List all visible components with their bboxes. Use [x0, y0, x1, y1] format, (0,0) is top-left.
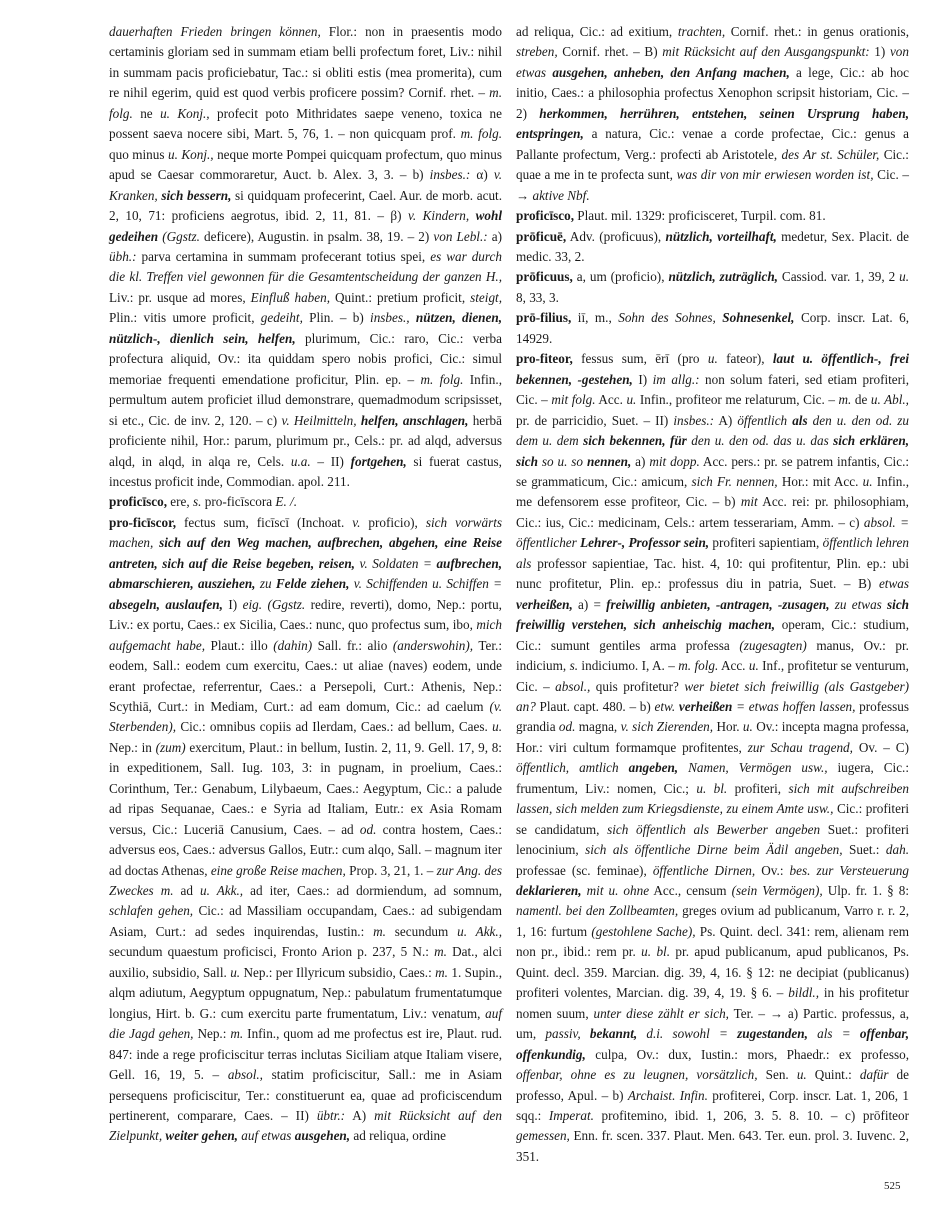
entry-text: operam, Cic.: studium, Cic.: sumunt gentiles arma professa — [516, 617, 909, 653]
entry-text: profiteri, — [727, 780, 789, 796]
entry-text: professae (sc. feminae), — [516, 862, 653, 878]
entry-text: professor sapientiae, Tac. hist. 4, 10: qui profitentur, Plin. ep.: ubi nunc profitetur, Plin. ep.: professus diu in patria, Suet. – B) — [516, 555, 909, 592]
entry-bold-text: prō-filius, — [516, 310, 572, 326]
entry-italic-text: es war durch die kl. Treffen viel gewonnen für die Gesamtentscheidung der ganzen H., — [109, 248, 502, 285]
entry-italic-text: auf etwas — [241, 1128, 292, 1144]
entry-italic-text: bes. zur Versteuerung — [789, 862, 909, 878]
entry-text: statim proficiscitur, Sall.: me in Asiam persequens proficiscitur, Ter.: constituerunt ea, quae ad proficiscendum pertinerent, comparare, Caes. – II) — [109, 1067, 502, 1124]
dictionary-entry — [516, 206, 909, 226]
entry-text: Cic.: omnibus copiis ad Ilerdam, Caes.: ad bellum, Caes. — [176, 719, 493, 735]
entry-italic-text: übtr.: — [316, 1108, 346, 1124]
entry-text: Acc., censum — [649, 883, 732, 899]
entry-italic-text: den u. den od. zu dem u. dem — [516, 412, 910, 449]
entry-text — [619, 760, 629, 775]
dictionary-entry — [109, 492, 502, 512]
entry-text: in his profitetur nomen suum, — [516, 985, 909, 1021]
entry-italic-text: mit Rücksicht auf den Zielpunkt, — [109, 1108, 502, 1144]
entry-text: Plin.: vitis umore proficit, — [109, 310, 261, 326]
entry-italic-text: sich als öffentliche Dirne beim Ädil angeben, — [585, 842, 843, 858]
entry-italic-text: den u. den od. das u. das — [691, 433, 829, 449]
entry-text: Cic.: ad Massiliam occupandam, Caes.: ad subigendam Asiam, Curt.: ad sedes inquirendas, Iustin.: — [109, 903, 502, 939]
entry-bold-text: weiter gehen, — [165, 1128, 238, 1144]
dictionary-entry — [109, 22, 502, 492]
entry-italic-text: gedeiht, — [260, 310, 303, 326]
entry-italic-text: Sohn des Sohnes, — [618, 310, 716, 326]
entry-text: A) — [714, 412, 738, 428]
entry-italic-text: von etwas — [516, 44, 909, 80]
entry-italic-text: dauerhaften Frieden bringen können, — [109, 24, 321, 39]
entry-bold-text: proficīsco, — [109, 494, 167, 510]
entry-text: Cic. – → — [516, 167, 909, 203]
entry-italic-text: offenbar, ohne es zu leugnen, vorsätzlich, — [516, 1067, 758, 1083]
entry-text: a) — [487, 228, 502, 244]
entry-bold-text: sich bekennen, für — [583, 433, 687, 449]
entry-italic-text: was dir von mir erwiesen worden ist, — [676, 167, 874, 183]
entry-text: Corp. inscr. Lat. 6, 14929. — [516, 310, 909, 346]
dictionary-entry — [516, 267, 909, 308]
entry-italic-text: öffentlich lehren als — [516, 535, 909, 571]
dictionary-entry — [516, 227, 909, 268]
entry-italic-text: v. Heilmitteln, — [281, 412, 357, 428]
entry-bold-text: prōficuus, — [516, 269, 573, 285]
entry-italic-text: von Lebl.: — [433, 228, 488, 244]
entry-italic-text: (gestohlene Sache), — [591, 923, 696, 939]
entry-bold-text: pro-fiteor, — [516, 351, 573, 367]
entry-text: pr. apud publicanum, apud publicanos, Ps. Quint. decl. 359. Marcian. dig. 39, 4, 16. § 12: ne decipiat (publicanus) profiteri volentes, Marcian. dig. 39, 4, 19. § 6. – — [516, 944, 910, 1001]
entry-text: quo minus — [109, 146, 168, 162]
entry-italic-text: etw. — [654, 698, 676, 714]
entry-italic-text: Imperat. — [548, 1108, 594, 1124]
entry-text: secundum quaestum proficisci, Fronto Arion p. 237, 5 N.: — [109, 944, 435, 960]
entry-bold-text: nützlich, vorteilhaft, — [665, 228, 777, 244]
entry-italic-text: sich Fr. nennen, — [691, 473, 778, 489]
entry-italic-text: als = — [817, 1026, 851, 1042]
entry-italic-text: mich aufgemacht habe, — [109, 617, 502, 653]
entry-text: magna, — [575, 719, 621, 735]
entry-bold-text: bekannt, — [589, 1026, 638, 1042]
entry-italic-text: etwas — [878, 576, 909, 592]
entry-text: herbā proficiente nihil, Hor.: parum, plurimum pr., Cels.: pr. ad alqd, adversus alqd, in alqd, in alqa re, Cels. — [109, 412, 502, 469]
entry-text: 1. Supin., alqm adiutum, Aegyptum oppugnatum, Nep.: pabulatum frumentatumque longius, Hirt. b. G.: cum exercitu parte frumentatum, Liv.: venatum, — [109, 964, 503, 1021]
entry-italic-text: Einfluß haben, — [250, 289, 331, 305]
entry-text — [851, 1026, 860, 1041]
entry-italic-text: öffentliche Dirnen, — [652, 862, 756, 878]
entry-text: pr. de parricidio, Suet. – II) — [516, 412, 674, 428]
entry-bold-text: verheißen — [678, 698, 733, 714]
entry-text: culpa, Ov.: dux, Iustin.: mors, Phaedr.: ex professo, — [585, 1046, 909, 1062]
entry-italic-text: (v. Sterbenden), — [109, 698, 502, 735]
entry-italic-text: zur Schau tragend, — [747, 739, 853, 755]
entry-text: professus grandia — [516, 698, 909, 735]
entry-italic-text: öffentlich — [737, 412, 788, 428]
entry-italic-text: steigt, — [470, 289, 502, 305]
entry-italic-text: dah. — [885, 842, 909, 858]
entry-bold-text: helfen, anschlagen, — [360, 412, 469, 428]
entry-italic-text: od. — [359, 821, 377, 837]
entry-bold-text: laut u. öffentlich-, frei bekennen, -gestehen, — [516, 351, 909, 387]
entry-italic-text: aktive Nbf. — [532, 187, 590, 203]
entry-text: Acc. — [595, 392, 627, 408]
entry-text: parva certamina in summam profecerant totius spei, — [136, 248, 431, 264]
entry-text: profiterei, Corp. inscr. Lat. 1, 206, 1 sqq.: — [516, 1087, 909, 1124]
entry-italic-text: auf die Jagd gehen, — [109, 1005, 502, 1042]
entry-bold-text: nennen, — [586, 453, 632, 469]
entry-italic-text: u. Konj., — [167, 146, 214, 162]
entry-text: Cic.: profiteri se candidatum, — [516, 801, 909, 837]
entry-text: Adv. (proficuus), — [566, 228, 666, 244]
entry-italic-text: mit folg. — [551, 392, 596, 408]
right-column — [516, 22, 909, 1167]
entry-bold-text: Sohnesenkel, — [722, 310, 795, 326]
entry-text: si fuerat castus, incestus proficit inde, Commodian. apol. 211. — [109, 453, 502, 489]
entry-text: de — [851, 392, 871, 408]
entry-italic-text: v. Schiffenden u. Schiffen = — [353, 576, 503, 592]
entry-italic-text: absol., — [555, 678, 591, 694]
entry-text: iugera, Cic.: frumentum, Liv.: nomen, Cic.; — [516, 760, 910, 796]
entry-text: proficio), — [360, 514, 426, 530]
entry-text: Ps. Quint. decl. 341: rem, alienam rem non pr., ibid.: rem pr. — [516, 923, 909, 960]
entry-text: a, um (proficio), — [572, 269, 669, 285]
entry-text: Ulp. fr. 1. § 8: — [822, 883, 909, 899]
entry-italic-text: (zum) — [155, 739, 186, 755]
entry-text: Acc. rei: pr. philosophiam, Cic.: ius, Cic.: medicinam, Cels.: artem tesserariam, Amm. – c) — [516, 494, 909, 530]
entry-italic-text: mit Rücksicht auf den Ausgangspunkt: — [662, 44, 870, 60]
entry-text — [728, 1026, 737, 1041]
entry-text: neque morte Pompei quicquam profectum, quo minus apud se Caesar commoraretur, Auct. b. Alex. 3, 3. – b) — [109, 146, 502, 183]
entry-text: ne — [132, 105, 161, 121]
entry-bold-text: sich auf den Weg machen, aufbrechen, abgehen, eine Reise antreten, sich auf die Reise begeben, reisen, — [109, 535, 503, 571]
entry-bold-text: Felde ziehen, — [275, 576, 350, 592]
entry-italic-text: u. — [626, 392, 637, 408]
entry-text: fectus sum, ficīscī (Inchoat. — [176, 514, 353, 530]
entry-text: plurimum, Cic.: raro, Cic.: verba profectura aliquid, Ov.: ita quiddam spero nobis profici, Cic.: simul memoriae frequenti emendatione proficitur, Plin. ep. – — [109, 330, 502, 387]
entry-italic-text: des Ar st. Schüler, — [781, 146, 880, 162]
entry-italic-text: mit — [740, 494, 758, 510]
entry-text: Plaut.: illo — [205, 637, 274, 653]
entry-italic-text: u. bl. — [641, 944, 671, 960]
entry-text: si quidquam profecerint, Cael. Aur. de morb. acut. 2, 10, 71: proficiens aegrotus, ibid. 2, 11, 81. – β) — [109, 187, 503, 224]
dictionary-entry — [516, 22, 909, 206]
entry-bold-text: wohl gedeihen — [109, 208, 502, 244]
entry-italic-text: m. — [838, 392, 852, 408]
entry-text: Quint.: — [806, 1067, 860, 1083]
entry-text: manus, Ov.: pr. indicium, — [516, 637, 909, 674]
entry-text: profiteri sapientiam, — [709, 535, 823, 551]
entry-bold-text: verheißen, — [516, 596, 573, 612]
entry-text: Suet.: — [842, 842, 886, 858]
entry-bold-text: freiwillig anbieten, -antragen, -zusagen, — [606, 596, 830, 612]
entry-bold-text: offenbar, offenkundig, — [516, 1026, 910, 1062]
entry-italic-text: zu — [259, 576, 272, 592]
entry-text: α) — [470, 167, 494, 183]
entry-italic-text: u. Akk., — [200, 883, 244, 899]
entry-italic-text: übh.: — [109, 248, 137, 264]
entry-text: Inf., profitetur se venturum, Cic. – — [516, 658, 909, 694]
entry-text: Ov. – C) — [852, 739, 909, 755]
entry-italic-text: m. folg. — [420, 371, 464, 387]
entry-italic-text: v. Kindern, — [407, 208, 470, 224]
entry-italic-text: absol. = öffentlicher — [516, 514, 909, 551]
entry-text: Nep.: — [193, 1026, 231, 1042]
entry-bold-text: sich erklären, sich — [516, 433, 910, 469]
entry-italic-text: absol., — [227, 1067, 263, 1083]
entry-italic-text: Archaist. Infin. — [627, 1087, 708, 1103]
entry-text: Plaut. mil. 1329: proficisceret, Turpil. com. 81. — [574, 208, 826, 224]
entry-text: fateor), — [717, 351, 773, 367]
entry-text: redire, reverti), domo, Nep.: portu, Liv.: ex portu, Caes.: ex Sicilia, Caes.: nunc, quo profectus sum, ibo, — [109, 596, 502, 633]
entry-text: Infin., me defensorem esse profiteor, Cic. – b) — [516, 473, 909, 510]
entry-text: contra hostem, Caes.: adversus eos, Caes.: adversus Gallos, Eutr.: cum alqo, Sall. – magnum iter ad doctas Athenas, — [109, 821, 502, 878]
entry-text: a lege, Cic.: ab hoc initio, Caes.: a philosophia profectus Xenophon scripsit historiam, Cic. – 2) — [516, 64, 909, 121]
entry-text: Sen. — [757, 1067, 797, 1083]
entry-italic-text: öffentlich, amtlich — [516, 760, 619, 776]
entry-text: Quint.: pretium proficit, — [330, 289, 471, 305]
entry-text: Ov.: — [755, 862, 790, 878]
entry-bold-text: ausgehen, anheben, den Anfang machen, — [552, 64, 790, 80]
entry-italic-text: sich öffentlich als Bewerber angeben — [607, 821, 821, 837]
entry-italic-text: od. — [558, 719, 576, 735]
entry-bold-text: angeben, — [628, 760, 679, 776]
entry-italic-text: schlafen gehen, — [109, 903, 194, 919]
entry-italic-text: u. bl. — [696, 780, 728, 796]
entry-italic-text: m. — [434, 944, 447, 960]
entry-italic-text: u. Abl., — [870, 392, 909, 408]
entry-italic-text: sich mit aufschreiben lassen, sich melden zum Kriegsdienste, zu einem Amte usw., — [516, 780, 909, 817]
entry-italic-text: bildl., — [788, 985, 819, 1001]
entry-text: a) = — [572, 596, 607, 612]
entry-italic-text: eig. (Ggstz. — [242, 596, 306, 612]
entry-bold-text: nützen, dienen, nützlich-, dienlich sein, helfen, — [109, 310, 502, 346]
entry-text: exercitum, Plaut.: in bellum, Iustin. 2, 11, 9. Gell. 17, 9, 8: in expeditionem, Sall. Iug. 103, 3: in pugnam, in proelium, Caes.: Corinthum, Ter.: Genabum, Lilybaeum, Caes.: Aegyptum, Cic.: a palude ad ripas Sequanae, Caes.: e Syria ad Italiam, Eutr.: ex Asia Romam versus, Cic.: Luceriā Canusium, Caes. – ad — [109, 739, 502, 837]
entry-text: de professo, Apul. – b) — [516, 1067, 910, 1103]
entry-italic-text: u. — [230, 964, 241, 980]
entry-text: greges ovium ad publicanum, Varro r. r. 2, 1, 16: furtum — [516, 903, 909, 939]
entry-text: ad reliqua, ordine — [350, 1128, 447, 1144]
entry-text: Suet.: profiteri lenocinium, — [516, 821, 909, 858]
entry-text: I) — [222, 596, 243, 612]
entry-italic-text: eine große Reise machen, — [210, 862, 346, 878]
entry-italic-text: u. — [707, 351, 718, 367]
entry-text: quis profitetur? — [590, 678, 685, 694]
dictionary-entry — [516, 349, 909, 1167]
entry-italic-text: u. — [862, 473, 873, 489]
entry-italic-text: s. — [569, 658, 579, 674]
entry-text: Hor. — [713, 719, 743, 735]
entry-italic-text: im allg.: — [652, 371, 700, 387]
entry-text: Nep.: in — [109, 739, 156, 755]
entry-text: 1) — [869, 44, 890, 60]
entry-text: Dat., alci auxilio, subsidio, Sall. — [109, 944, 502, 980]
entry-text: deficere), Augustin. in psalm. 38, 19. – 2) — [199, 228, 434, 244]
entry-text: ad — [173, 883, 201, 899]
left-column — [109, 22, 502, 1147]
entry-text: Plaut. capt. 480. – b) — [535, 698, 655, 714]
entry-text: Enn. fr. scen. 337. Plaut. Men. 643. Ter. eun. prol. 3. Iuvenc. 2, 351. — [516, 1128, 909, 1164]
entry-text: Acc. pers.: pr. se patrem infantis, Cic.: se grammaticum, Cic.: amicum, — [516, 453, 910, 489]
entry-bold-text: als — [792, 412, 808, 428]
entry-text: Plin. – b) — [302, 310, 371, 326]
entry-text — [637, 1026, 646, 1041]
entry-bold-text: pro-ficīscor, — [109, 514, 177, 530]
entry-italic-text: m. — [373, 923, 386, 939]
entry-italic-text: unter diese zählt er sich, — [593, 1005, 729, 1021]
entry-italic-text: (zugesagten) — [739, 637, 807, 653]
entry-italic-text: E. /. — [275, 494, 298, 510]
entry-text: Cornif. rhet.: in genus orationis, — [725, 24, 909, 39]
entry-italic-text: zu etwas — [834, 596, 882, 612]
entry-italic-text: u. — [899, 269, 910, 285]
entry-italic-text: m. folg. — [678, 658, 719, 674]
entry-italic-text: v. sich Zierenden, — [620, 719, 714, 735]
entry-bold-text: ausgehen, — [294, 1128, 351, 1144]
entry-italic-text: passiv, — [545, 1026, 581, 1042]
entry-text: medetur, Sex. Placit. de medic. 33, 2. — [516, 228, 909, 264]
entry-italic-text: zur Ang. des Zweckes m. — [109, 862, 503, 899]
entry-italic-text: mit u. ohne — [586, 883, 650, 899]
entry-text: Acc. — [718, 658, 749, 674]
entry-text — [808, 1026, 817, 1041]
entry-text: profitemino, ibid. 1, 206, 3. 5. 8. 10. – c) prōfiteor — [593, 1108, 909, 1124]
entry-text: Infin., permultum autem proficiet illud demonstrare, quemadmodum scripsisset, si etc., Cic. de inv. 2, 120. – c) — [109, 371, 502, 428]
entry-bold-text: sich bessern, — [161, 187, 232, 203]
entry-bold-text: deklarieren, — [516, 883, 582, 899]
entry-text: Sall. fr.: alio — [312, 637, 393, 653]
entry-italic-text: insbes., — [370, 310, 410, 326]
entry-italic-text: m. — [230, 1026, 244, 1042]
entry-bold-text: herkommen, herrühren, entstehen, seinen Ursprung haben, entspringen, — [516, 105, 909, 142]
entry-italic-text: = etwas hoffen lassen, — [736, 698, 856, 714]
entry-italic-text: d.i. sowohl = — [646, 1026, 728, 1042]
entry-text: Nep.: per Illyricum subsidio, Caes.: — [240, 964, 436, 980]
entry-text: Ov.: incepta magna professa, Hor.: viri cultum formamque profitentes, — [516, 719, 910, 755]
entry-text: Infin., profiteor me relaturum, Cic. – — [636, 392, 839, 408]
entry-text: secundum — [385, 923, 458, 939]
page-number: 525 — [884, 1180, 901, 1192]
entry-italic-text: dafür — [859, 1067, 889, 1083]
entry-bold-text: absegeln, auslaufen, — [109, 596, 223, 612]
entry-bold-text: prōficuē, — [516, 228, 567, 244]
entry-text: indiciumo. I, A. – — [578, 658, 679, 674]
entry-italic-text: m. folg. — [460, 126, 502, 142]
entry-italic-text: (Ggstz. — [162, 228, 200, 244]
entry-italic-text: u. — [492, 719, 502, 735]
entry-text: Liv.: pr. usque ad mores, — [109, 289, 251, 305]
entry-italic-text: trachten, — [677, 24, 726, 39]
entry-text: profecit poto Mithridates saepe veneno, toxica ne possent saeva nocere sibi, Mart. 5, 76, 1. – non quicquam prof. — [109, 105, 502, 142]
entry-italic-text: v. Soldaten = — [359, 555, 432, 571]
entry-italic-text: (anderswohin), — [392, 637, 474, 653]
entry-text: non solum fateri, sed etiam profiteri, Cic. – — [516, 371, 909, 408]
entry-italic-text: m. — [435, 964, 448, 980]
entry-text: pro-ficīscora — [201, 494, 276, 510]
entry-italic-text: sich vorwärts machen, — [109, 514, 502, 551]
entry-italic-text: s. — [193, 494, 202, 510]
entry-text: Cic.: quae a me in te profecta sunt, — [516, 146, 909, 183]
entry-text: 8, 33, 3. — [516, 289, 559, 305]
entry-text: ere, — [167, 494, 193, 510]
entry-italic-text: (dahin) — [273, 637, 313, 653]
entry-text — [678, 760, 688, 775]
entry-text: a natura, Cic.: venae a corde profectae, Cic.: genus a Pallante profectum, Verg.: profecti ab Aristotele, — [516, 126, 909, 162]
entry-text: Ter. – → a) Partic. professus, a, um, — [516, 1005, 909, 1042]
entry-bold-text: zugestanden, — [737, 1026, 808, 1042]
dictionary-entry — [109, 513, 502, 1147]
entry-text: Infin., quom ad me profectus est ire, Plaut. rud. 847: inde a rege proficiscitur terras inclutas Siciliam atque Italiam visere, Gell. 16, 19, 5. – — [109, 1026, 503, 1083]
entry-italic-text: u. — [748, 658, 759, 674]
entry-text: A) — [345, 1108, 375, 1124]
entry-text: iī, m., — [571, 310, 619, 326]
entry-italic-text: wer bietet sich freiwillig (als Gastgeber) an? — [516, 678, 909, 714]
entry-italic-text: gemessen, — [516, 1128, 570, 1144]
entry-italic-text: u. — [796, 1067, 807, 1083]
entry-text: Ter.: eodem, Sall.: eodem cum exercitu, Caes.: ut aliae (naves) eodem, unde erant profectae, referrentur, Caes.: a Persepoli, Curt.: Athenis, Nep.: Scythiā, Curt.: in Mediam, Curt.: ad eam domum, Cic.: ad caelum — [109, 637, 502, 714]
entry-text: fessus sum, ērī (pro — [572, 351, 708, 367]
entry-bold-text: aufbrechen, abmarschieren, ausziehen, — [109, 555, 503, 592]
entry-text: ad iter, Caes.: ad dormiendum, ad somnum, — [243, 883, 502, 899]
entry-italic-text: mit dopp. — [649, 453, 700, 469]
entry-italic-text: namentl. bei den Zollbeamten, — [516, 903, 679, 919]
entry-italic-text: (sein Vermögen), — [731, 883, 823, 899]
entry-text: a) — [631, 453, 650, 469]
dictionary-entry — [516, 308, 909, 349]
entry-bold-text: nützlich, zuträglich, — [668, 269, 778, 285]
entry-italic-text: v. — [352, 514, 361, 530]
entry-italic-text: insbes.: — [429, 167, 471, 183]
entry-italic-text: u. — [742, 719, 753, 735]
entry-bold-text: fortgehen, — [350, 453, 407, 469]
entry-text: Cornif. rhet. – B) — [557, 44, 663, 60]
entry-italic-text: Namen, Vermögen usw., — [688, 760, 828, 776]
entry-italic-text: u. Konj., — [160, 105, 210, 121]
entry-italic-text: v. Kranken, — [109, 167, 502, 203]
entry-text: – II) — [310, 453, 351, 469]
entry-italic-text: m. folg. — [109, 85, 502, 121]
entry-italic-text: u.a. — [290, 453, 311, 469]
entry-bold-text: proficīsco, — [516, 208, 574, 224]
entry-text: Flor.: non in praesentis modo certaminis gloriam sed in summam etiam belli profectum foret, Liv.: nihil in summam pacis proficiebatur, Tac.: si obliti estis (mea promerita), cum re nihil egerim, quid est quod verbis proficere possim? Cornif. rhet. – — [109, 24, 502, 101]
entry-text: Hor.: mit Acc. — [777, 473, 863, 489]
entry-italic-text: insbes.: — [673, 412, 715, 428]
entry-italic-text: streben, — [516, 44, 558, 60]
entry-text: Prop. 3, 21, 1. – — [345, 862, 437, 878]
entry-bold-text: Lehrer-, Professor sein, — [580, 535, 710, 551]
entry-bold-text: sich freiwillig verstehen, sich anheischig machen, — [516, 596, 910, 633]
entry-text — [581, 1026, 590, 1041]
entry-text: ad reliqua, Cic.: ad exitium, — [516, 24, 678, 39]
entry-italic-text: so u. so — [541, 453, 584, 469]
entry-italic-text: u. Akk., — [457, 923, 502, 939]
entry-text: Cassiod. var. 1, 39, 2 — [777, 269, 900, 285]
entry-text: I) — [632, 371, 653, 387]
